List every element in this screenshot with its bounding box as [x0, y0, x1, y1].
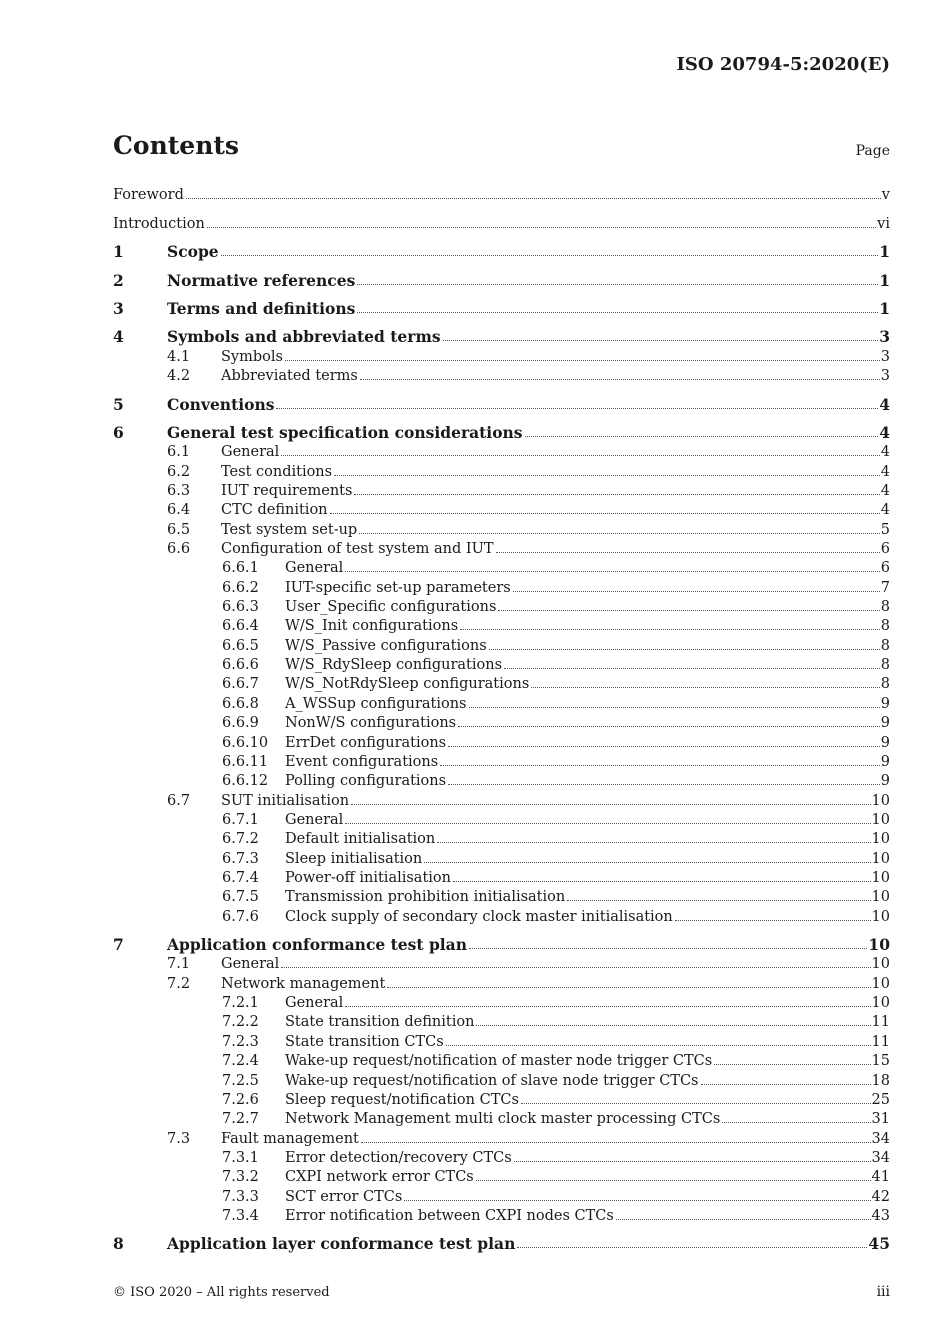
toc-entry-number: 7.3.4 — [222, 1207, 259, 1224]
dot-leader — [359, 533, 880, 534]
toc-entry-number: 1 — [113, 242, 124, 262]
dot-leader — [443, 340, 879, 341]
toc-entry-title[interactable]: Abbreviated terms — [221, 368, 358, 385]
toc-entry-number: 6.5 — [167, 521, 191, 538]
dot-leader — [440, 765, 880, 766]
toc-entry-title[interactable]: Foreword — [113, 187, 184, 203]
toc-entry-title[interactable]: Test conditions — [221, 463, 333, 480]
toc-entry[interactable] — [113, 1166, 890, 1186]
toc-entry-title[interactable]: Network Management multi clock master processing CTCs — [285, 1111, 721, 1128]
toc-entry[interactable] — [113, 394, 890, 414]
dot-leader — [489, 649, 880, 650]
toc-entry-page: 4 — [879, 394, 890, 414]
copyright-notice: © ISO 2020 – All rights reserved — [113, 1285, 330, 1300]
toc-entry-number: 6.7.3 — [222, 850, 259, 867]
dot-leader — [567, 900, 870, 901]
toc-entry-title[interactable]: Wake-up request/notification of slave node trigger CTCs — [285, 1072, 699, 1089]
toc-entry-number: 7.2.1 — [222, 995, 259, 1012]
toc-entry-title[interactable]: A_WSSup configurations — [285, 695, 467, 712]
toc-entry[interactable] — [113, 732, 890, 752]
toc-entry-number: 7.3 — [167, 1130, 191, 1147]
toc-entry-title[interactable]: IUT-specific set-up parameters — [285, 579, 511, 596]
toc-entry[interactable] — [113, 992, 890, 1012]
toc-entry-title[interactable]: W/S_RdySleep configurations — [285, 657, 503, 674]
toc-entry-number: 7.2.5 — [222, 1072, 259, 1089]
toc-entry-page: 8 — [880, 657, 890, 674]
toc-entry-title[interactable]: Wake-up request/notification of master node trigger CTCs — [285, 1053, 713, 1070]
toc-entry-page: 10 — [868, 935, 890, 955]
toc-entry-number: 6.7.4 — [222, 869, 259, 886]
toc-entry[interactable] — [113, 1031, 890, 1051]
toc-entry-page: 10 — [871, 850, 890, 867]
toc-entry[interactable] — [113, 441, 890, 461]
dot-leader — [476, 1180, 871, 1181]
toc-entry-page: 45 — [868, 1234, 890, 1254]
dot-leader — [701, 1084, 871, 1085]
toc-entry-title[interactable]: General — [285, 995, 344, 1012]
toc-entry-title[interactable]: Test system set-up — [221, 521, 358, 538]
toc-entry-title[interactable]: SUT initialisation — [221, 792, 350, 809]
toc-entry-number: 6.6.5 — [222, 637, 259, 654]
toc-entry[interactable] — [113, 973, 890, 993]
toc-entry-number: 7.2.4 — [222, 1053, 259, 1070]
toc-entry[interactable] — [113, 241, 890, 261]
toc-entry-number: 7.3.2 — [222, 1169, 259, 1186]
toc-entry-number: 6.1 — [167, 444, 191, 461]
dot-leader — [476, 1025, 870, 1026]
toc-entry-page: 9 — [880, 753, 890, 770]
toc-entry-page: 6 — [880, 541, 890, 557]
dot-leader — [357, 312, 878, 313]
toc-entry-number: 6.7 — [167, 792, 191, 809]
toc-entry-number: 6.6.11 — [222, 753, 269, 770]
document-id: ISO 20794-5:2020(E) — [676, 54, 890, 75]
dot-leader — [285, 360, 880, 361]
toc-entry[interactable] — [113, 519, 890, 539]
dot-leader — [616, 1219, 871, 1220]
toc-entry-number: 6.6.10 — [222, 734, 269, 751]
footer-page-number: iii — [876, 1284, 890, 1300]
toc-entry-page: 4 — [879, 422, 890, 442]
toc-entry-number: 6.3 — [167, 482, 191, 499]
dot-leader — [498, 610, 879, 611]
toc-entry-page: 9 — [880, 773, 890, 790]
toc-entry-title[interactable]: IUT requirements — [221, 482, 353, 499]
dot-leader — [513, 591, 880, 592]
toc-entry-title[interactable]: Polling configurations — [285, 773, 447, 790]
toc-entry-number: 7.2.2 — [222, 1014, 259, 1031]
dot-leader — [458, 726, 880, 727]
toc-entry[interactable] — [113, 615, 890, 635]
dot-leader — [334, 475, 880, 476]
dot-leader — [521, 1103, 871, 1104]
toc-entry-title[interactable]: Symbols — [221, 348, 283, 365]
dot-leader — [281, 455, 879, 456]
toc-entry[interactable] — [113, 654, 890, 674]
toc-entry-page: 4 — [880, 444, 890, 461]
toc-entry-title[interactable]: Terms and definitions — [167, 299, 356, 318]
toc-entry[interactable] — [113, 1128, 890, 1148]
toc-entry-number: 4 — [113, 327, 124, 347]
toc-entry[interactable] — [113, 577, 890, 597]
toc-entry-number: 6.7.1 — [222, 811, 259, 828]
toc-entry[interactable] — [113, 828, 890, 848]
toc-entry-page: 8 — [880, 676, 890, 693]
dot-leader — [531, 687, 880, 688]
toc-entry-number: 6.6.1 — [222, 560, 259, 577]
toc-entry-title[interactable]: State transition definition — [285, 1014, 475, 1031]
toc-entry[interactable] — [113, 673, 890, 693]
toc-entry-title[interactable]: W/S_Init configurations — [285, 618, 459, 635]
toc-entry-number: 4.2 — [167, 368, 191, 385]
toc-entry-page: 5 — [880, 521, 890, 538]
toc-entry-title[interactable]: Symbols and abbreviated terms — [167, 327, 441, 347]
dot-leader — [186, 198, 881, 199]
toc-entry[interactable] — [113, 1070, 890, 1090]
toc-entry-number: 7.1 — [167, 956, 191, 973]
toc-entry-number: 5 — [113, 394, 124, 414]
toc-entry[interactable] — [113, 1011, 890, 1031]
toc-entry-page: 7 — [880, 579, 890, 596]
toc-entry[interactable] — [113, 1108, 890, 1128]
toc-entry[interactable] — [113, 712, 890, 732]
toc-entry[interactable] — [113, 1186, 890, 1206]
toc-entry-page: 10 — [871, 831, 890, 848]
toc-entry-title[interactable]: Conventions — [167, 394, 275, 414]
toc-entry-title[interactable]: CTC definition — [221, 502, 328, 519]
toc-entry-page: 9 — [880, 695, 890, 712]
toc-entry-page: 10 — [871, 975, 890, 992]
dot-leader — [221, 255, 879, 256]
toc-entry-number: 6.7.2 — [222, 831, 259, 848]
toc-entry-page: 41 — [871, 1169, 890, 1186]
toc-entry-number: 6.6.8 — [222, 695, 259, 712]
toc-entry[interactable] — [113, 365, 890, 385]
toc-entry-number: 7.2.7 — [222, 1111, 259, 1128]
toc-entry[interactable] — [113, 298, 890, 318]
toc-entry-title[interactable]: Clock supply of secondary clock master initialisation — [285, 908, 673, 925]
toc-entry-page: 25 — [871, 1091, 890, 1108]
toc-entry-page: 34 — [871, 1149, 890, 1166]
dot-leader — [404, 1200, 870, 1201]
toc-entry-number: 6.4 — [167, 502, 191, 519]
toc-entry-title[interactable]: Application conformance test plan — [167, 935, 467, 955]
toc-entry-title[interactable]: W/S_Passive configurations — [285, 637, 487, 654]
toc-entry[interactable] — [113, 1233, 890, 1253]
toc-entry-page: 1 — [879, 299, 890, 318]
toc-entry-page: vi — [877, 215, 890, 232]
toc-entry[interactable] — [113, 809, 890, 829]
toc-entry-title[interactable]: Scope — [167, 242, 219, 262]
dot-leader — [504, 668, 880, 669]
toc-entry[interactable] — [113, 693, 890, 713]
toc-entry[interactable] — [113, 1147, 890, 1167]
toc-entry-number: 6.2 — [167, 463, 191, 480]
toc-entry[interactable] — [113, 1089, 890, 1109]
toc-entry-title[interactable]: NonW/S configurations — [285, 715, 457, 732]
toc-entry-title[interactable]: General — [285, 811, 344, 828]
dot-leader — [424, 862, 870, 863]
toc-entry-page: 4 — [880, 482, 890, 499]
toc-entry[interactable] — [113, 326, 890, 346]
toc-entry-page: 8 — [880, 599, 890, 616]
toc-entry-number: 3 — [113, 299, 124, 318]
toc-entry[interactable] — [113, 480, 890, 500]
toc-entry-page: 15 — [871, 1053, 890, 1070]
toc-entry-page: 43 — [871, 1207, 890, 1224]
dot-leader — [446, 1045, 871, 1046]
dot-leader — [714, 1064, 870, 1065]
toc-entry-page: 9 — [880, 715, 890, 732]
dot-leader — [354, 494, 879, 495]
toc-entry-title[interactable]: State transition CTCs — [285, 1033, 444, 1050]
toc-entry[interactable] — [113, 461, 890, 481]
toc-entry[interactable] — [113, 213, 890, 233]
page-title: Contents — [113, 131, 240, 160]
toc-entry[interactable] — [113, 184, 890, 204]
toc-entry-number: 7.2.6 — [222, 1091, 259, 1108]
toc-entry-page: 6 — [880, 560, 890, 577]
toc-entry[interactable] — [113, 635, 890, 655]
toc-entry-number: 6.7.5 — [222, 889, 259, 906]
toc-entry-number: 6.7.6 — [222, 908, 259, 925]
toc-entry-number: 6.6.9 — [222, 715, 259, 732]
page-column-label: Page — [855, 143, 890, 159]
dot-leader — [675, 920, 871, 921]
toc-entry-page: 10 — [871, 889, 890, 906]
toc-entry-page: 11 — [871, 1033, 890, 1050]
toc-entry-page: 4 — [880, 502, 890, 519]
toc-entry-number: 8 — [113, 1234, 124, 1254]
toc-entry-page: 42 — [871, 1188, 890, 1205]
dot-leader — [330, 513, 880, 514]
toc-entry[interactable] — [113, 538, 890, 558]
dot-leader — [514, 1161, 871, 1162]
toc-entry[interactable] — [113, 934, 890, 954]
dot-leader — [448, 784, 880, 785]
toc-entry-number: 6.6.12 — [222, 773, 269, 790]
toc-entry-title[interactable]: Network management — [221, 975, 386, 992]
toc-entry-number: 6.6.7 — [222, 676, 259, 693]
toc-entry-page: 18 — [871, 1072, 890, 1089]
dot-leader — [460, 629, 880, 630]
toc-entry-title[interactable]: General test specification considerations — [167, 422, 523, 442]
toc-entry-title[interactable]: Event configurations — [285, 753, 439, 770]
dot-leader — [360, 379, 880, 380]
dot-leader — [361, 1142, 871, 1143]
toc-entry-page: 8 — [880, 618, 890, 635]
dot-leader — [387, 987, 870, 988]
toc-entry-page: 9 — [880, 734, 890, 751]
toc-entry[interactable] — [113, 346, 890, 366]
toc-entry[interactable] — [113, 867, 890, 887]
toc-entry[interactable] — [113, 953, 890, 973]
dot-leader — [345, 823, 870, 824]
toc-entry-number: 6 — [113, 422, 124, 442]
toc-entry[interactable] — [113, 751, 890, 771]
toc-entry[interactable] — [113, 596, 890, 616]
toc-entry[interactable] — [113, 886, 890, 906]
toc-entry[interactable] — [113, 770, 890, 790]
toc-entry[interactable] — [113, 557, 890, 577]
toc-entry-page: 8 — [880, 637, 890, 654]
toc-entry-number: 6.6.4 — [222, 618, 259, 635]
toc-entry-number: 7.3.3 — [222, 1188, 259, 1205]
toc-entry-title[interactable]: General — [285, 560, 344, 577]
dot-leader — [469, 707, 880, 708]
dot-leader — [345, 1006, 870, 1007]
toc-entry-page: 1 — [879, 242, 890, 262]
toc-entry-title[interactable]: General — [221, 956, 280, 973]
dot-leader — [345, 571, 879, 572]
toc-entry-page: v — [881, 187, 890, 203]
toc-entry-title[interactable]: ErrDet configurations — [285, 734, 447, 751]
toc-entry-title[interactable]: Application layer conformance test plan — [167, 1234, 516, 1254]
toc-entry[interactable] — [113, 1050, 890, 1070]
toc-entry[interactable] — [113, 499, 890, 519]
toc-entry-title[interactable]: Introduction — [113, 215, 205, 232]
toc-entry-number: 6.6 — [167, 541, 191, 557]
dot-leader — [207, 227, 876, 228]
toc-entry-page: 3 — [880, 368, 890, 385]
toc-entry-title[interactable]: Error detection/recovery CTCs — [285, 1149, 512, 1166]
toc-entry-page: 1 — [879, 270, 890, 290]
toc-entry-number: 6.6.2 — [222, 579, 259, 596]
toc-entry-title[interactable]: Sleep request/notification CTCs — [285, 1091, 519, 1108]
dot-leader — [525, 436, 879, 437]
dot-leader — [517, 1247, 867, 1248]
toc-entry-page: 4 — [880, 463, 890, 480]
toc-entry-page: 10 — [871, 956, 890, 973]
toc-entry-title[interactable]: Transmission prohibition initialisation — [285, 889, 566, 906]
toc-entry-page: 10 — [871, 792, 890, 809]
toc-entry-page: 3 — [879, 327, 890, 347]
toc-entry-page: 31 — [871, 1111, 890, 1128]
dot-leader — [437, 842, 870, 843]
toc-entry[interactable] — [113, 422, 890, 442]
toc-entry-title[interactable]: Default initialisation — [285, 831, 436, 848]
toc-entry-page: 3 — [880, 348, 890, 365]
toc-entry[interactable] — [113, 270, 890, 290]
toc-entry-title[interactable]: User_Specific configurations — [285, 599, 497, 616]
toc-entry-number: 7.2 — [167, 975, 191, 992]
dot-leader — [453, 881, 871, 882]
toc-entry-title[interactable]: Fault management — [221, 1130, 359, 1147]
dot-leader — [281, 967, 870, 968]
toc-entry[interactable] — [113, 1205, 890, 1225]
dot-leader — [722, 1122, 870, 1123]
toc-entry[interactable] — [113, 906, 890, 926]
toc-entry-page: 10 — [871, 908, 890, 925]
toc-entry-page: 10 — [871, 811, 890, 828]
toc-entry-number: 4.1 — [167, 348, 191, 365]
dot-leader — [448, 746, 880, 747]
toc-entry-number: 6.6.6 — [222, 657, 259, 674]
dot-leader — [469, 948, 867, 949]
dot-leader — [357, 284, 878, 285]
toc-entry-title[interactable]: Sleep initialisation — [285, 850, 423, 867]
toc-entry-title[interactable]: CXPI network error CTCs — [285, 1169, 474, 1186]
toc-entry-number: 6.6.3 — [222, 599, 259, 616]
dot-leader — [276, 408, 878, 409]
toc-entry-number: 7.2.3 — [222, 1033, 259, 1050]
toc-entry-number: 2 — [113, 270, 124, 290]
toc-entry-number: 7.3.1 — [222, 1149, 259, 1166]
toc-entry-title[interactable]: Error notification between CXPI nodes CTCs — [285, 1207, 614, 1224]
toc-entry[interactable] — [113, 790, 890, 810]
toc-entry-title[interactable]: Normative references — [167, 270, 356, 290]
toc-entry-page: 11 — [871, 1014, 890, 1031]
toc-entry-number: 7 — [113, 935, 124, 955]
toc-entry-page: 10 — [871, 995, 890, 1012]
toc-entry-page: 10 — [871, 869, 890, 886]
toc-entry-title[interactable]: General — [221, 444, 280, 461]
toc-entry-title[interactable]: SCT error CTCs — [285, 1188, 403, 1205]
toc-entry-page: 34 — [871, 1130, 890, 1147]
toc-entry-title[interactable]: Configuration of test system and IUT — [221, 541, 494, 557]
dot-leader — [351, 804, 870, 805]
dot-leader — [496, 552, 880, 553]
toc-entry-title[interactable]: Power-off initialisation — [285, 869, 451, 886]
toc-entry[interactable] — [113, 848, 890, 868]
toc-entry-title[interactable]: W/S_NotRdySleep configurations — [285, 676, 530, 693]
